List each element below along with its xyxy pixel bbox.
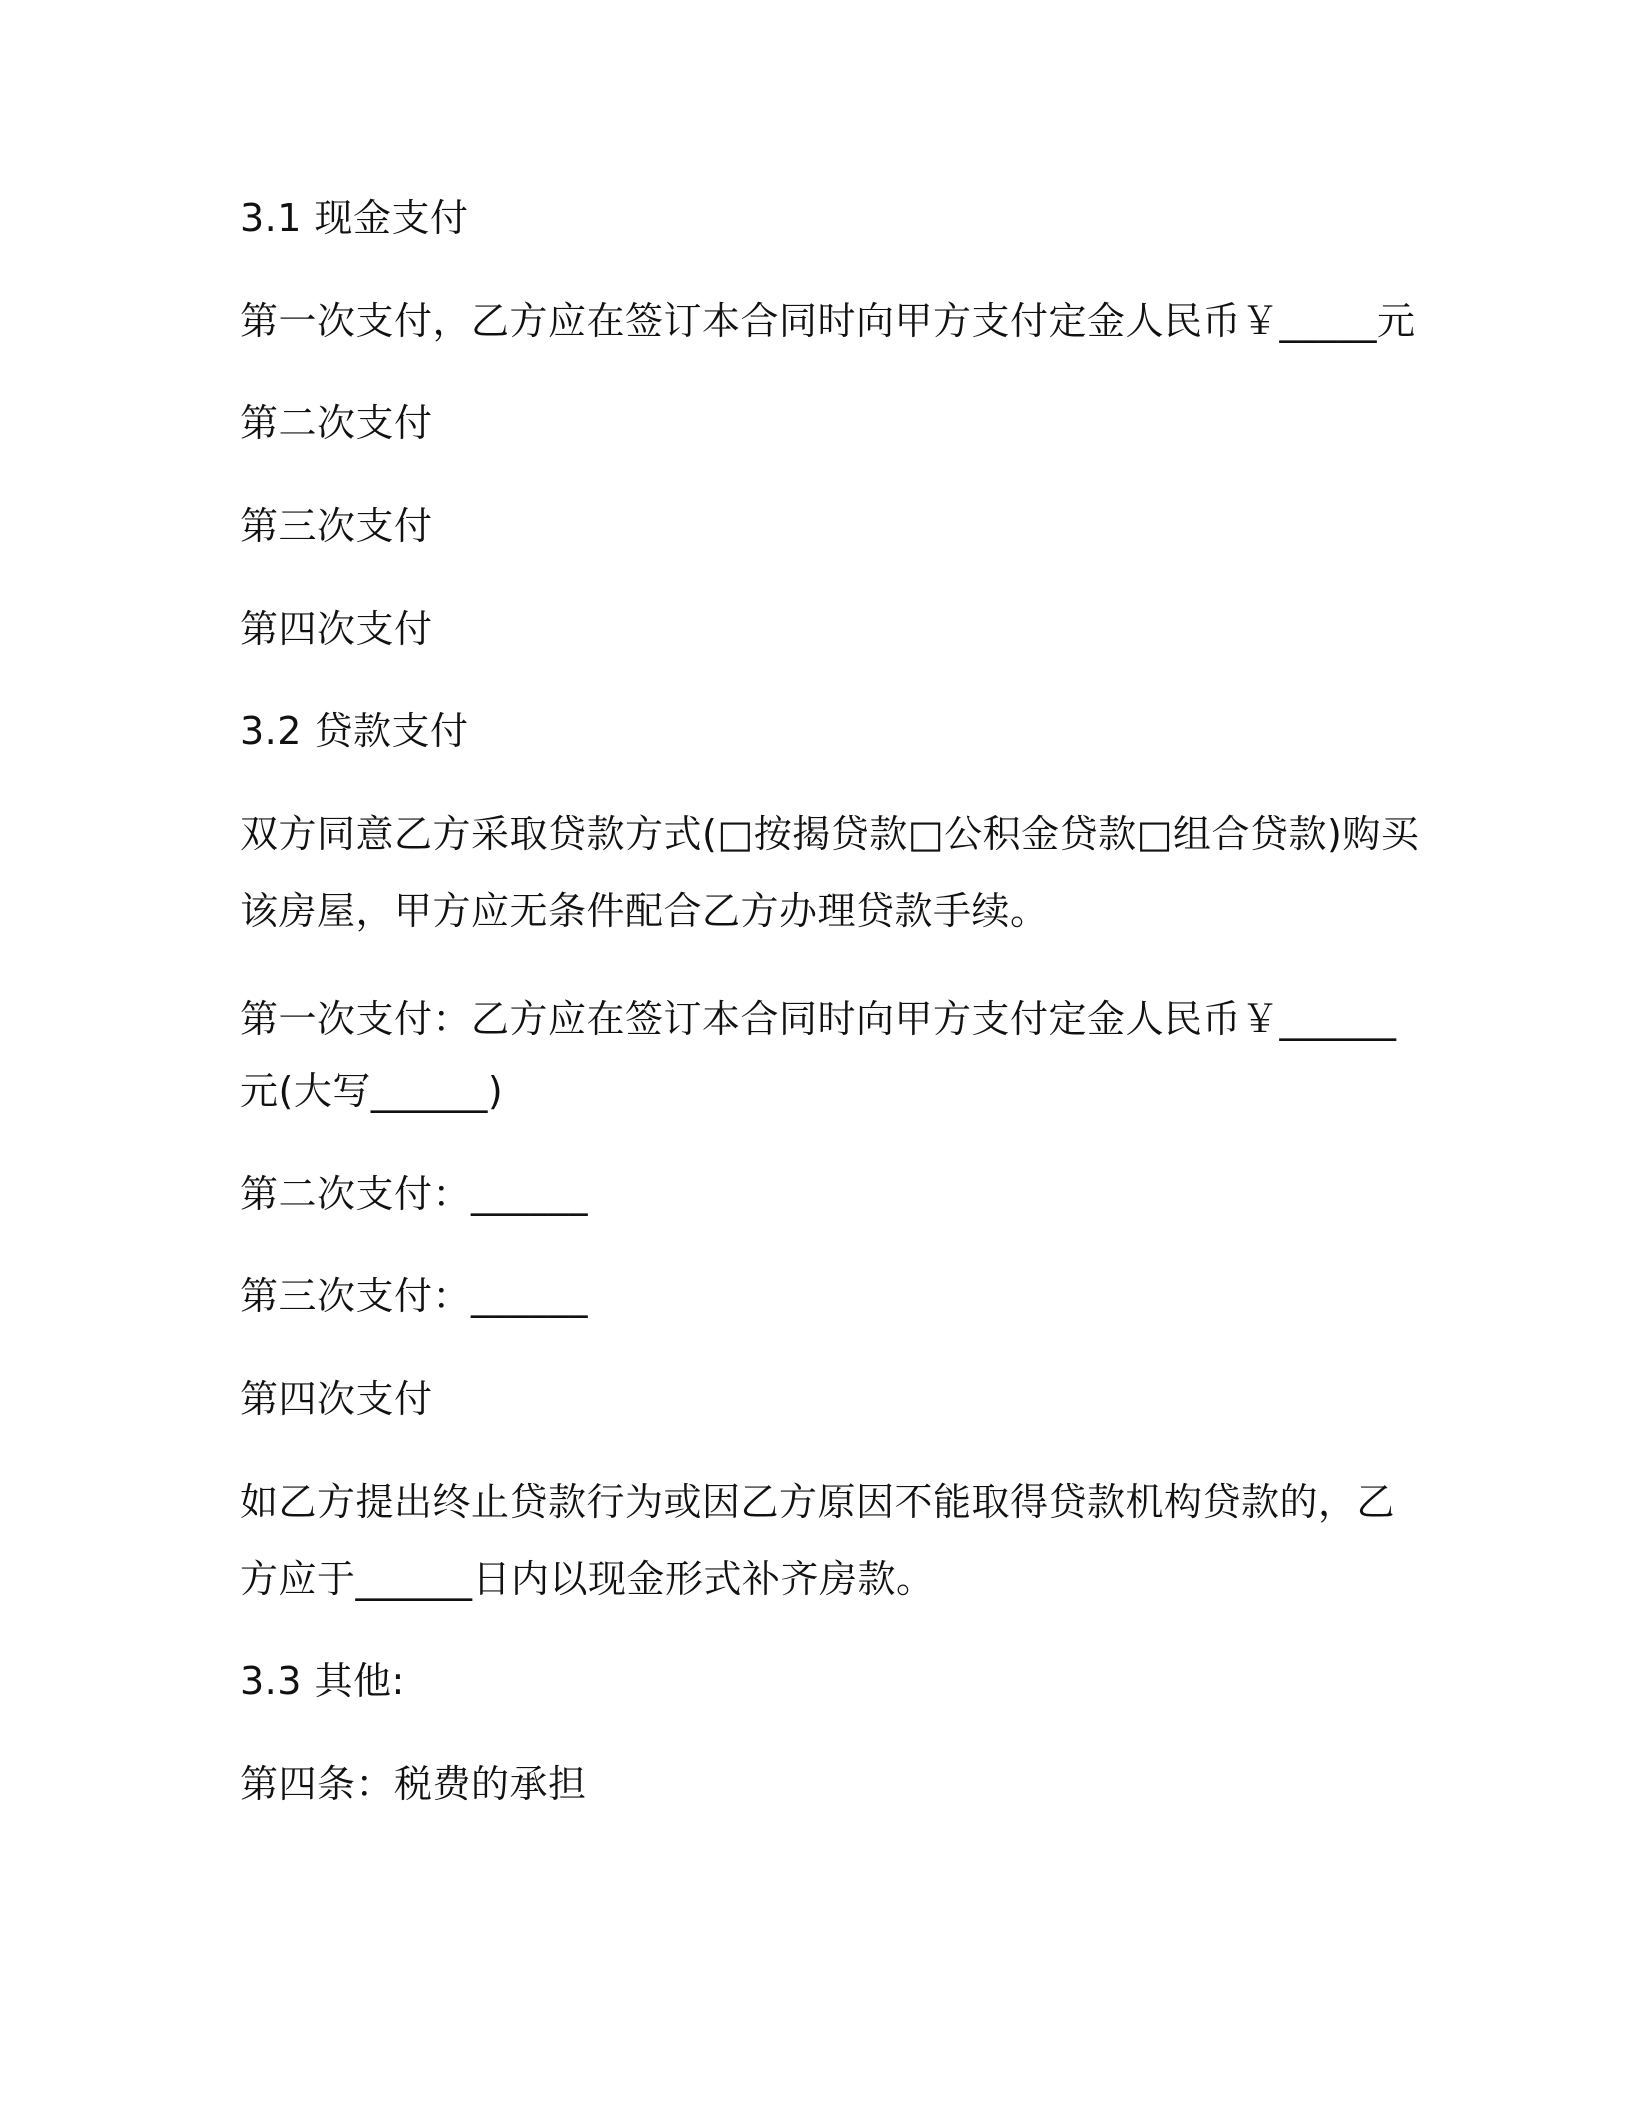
article-heading-4: 第四条：税费的承担: [240, 1762, 587, 1806]
paragraph-line: 双方同意乙方采取贷款方式(□按揭贷款□公积金贷款□组合贷款)购买: [240, 812, 1420, 856]
paragraph-line: 第二次支付：______: [240, 1172, 589, 1216]
paragraph-line: 第四次支付: [240, 1377, 433, 1421]
section-heading-3-2: 3.2 贷款支付: [240, 709, 469, 753]
paragraph-line: 第三次支付: [240, 504, 433, 548]
paragraph-line: 第四次支付: [240, 607, 433, 651]
paragraph-line: 第一次支付：乙方应在签订本合同时向甲方支付定金人民币￥______: [240, 997, 1397, 1041]
paragraph-line: 该房屋，甲方应无条件配合乙方办理贷款手续。: [240, 889, 1049, 933]
paragraph-line: 第三次支付：______: [240, 1274, 589, 1318]
section-heading-3-1: 3.1 现金支付: [240, 196, 469, 240]
paragraph-line: 第二次支付: [240, 401, 433, 445]
section-heading-3-3: 3.3 其他:: [240, 1659, 405, 1703]
paragraph-line: 元(大写______): [240, 1069, 504, 1113]
paragraph-line: 如乙方提出终止贷款行为或因乙方原因不能取得贷款机构贷款的，乙: [240, 1480, 1396, 1524]
paragraph-line: 第一次支付，乙方应在签订本合同时向甲方支付定金人民币￥_____元: [240, 299, 1416, 343]
paragraph-line: 方应于______日内以现金形式补齐房款。: [240, 1557, 935, 1601]
